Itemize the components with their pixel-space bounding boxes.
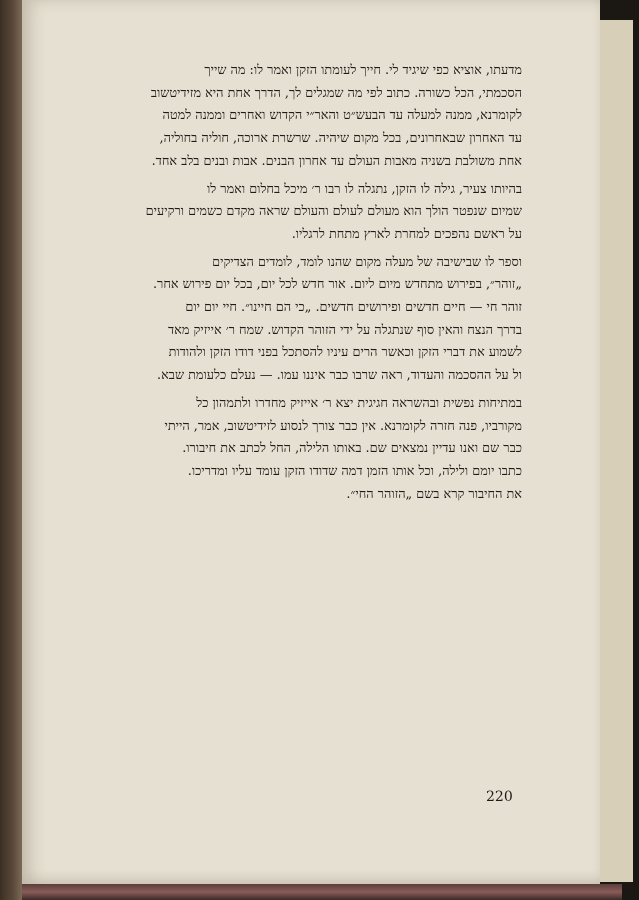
book-cover-edge (22, 884, 622, 900)
body-text (42, 60, 522, 511)
text-line: ול על ההסכמה והעדוד, ראה שרבו כבר איננו עמו. — נעלם כלעומת שבא. (157, 368, 522, 384)
text-line: במתיחות נפשית ובהשראה חגיגית יצא ר׳ אייזיק מחדרו ולתמהון כל (196, 395, 522, 411)
text-line: זוהר חי — חיים חדשים ופירושים חדשים. „כי הם חיינו״. חיי יום יום (185, 300, 522, 316)
text-line: עד האחרון שבאחרונים, בכל מקום שיהיה. שרשרת ארוכה, חוליה בחוליה, (159, 131, 522, 147)
page-number: 220 (486, 789, 513, 805)
text-line: וספר לו שבישיבה של מעלה מקום שהנו לומד, לומדים הצדיקים (212, 254, 522, 270)
text-line: על ראשם נהפכים למחרת לארץ מתחת לרגליו. (291, 226, 522, 242)
paragraph-3 (42, 252, 522, 388)
text-line: את החיבור קרא בשם „הזוהר החי״. (346, 486, 522, 502)
text-line: מקורביו, פנה חזרה לקומרנא. אין כבר צורך לנסוע לזידיטשוב, אמר, הייתי (164, 418, 522, 434)
text-line: שמיום שנפטר הולך הוא מעולם לעולם והעולם שראה מקדם כשמים ורקיעים (145, 204, 522, 220)
text-line: כבר שם ואנו עדיין נמצאים שם. באותו הלילה, החל לכתב את חיבורו. (182, 441, 522, 457)
text-line: לשמוע את דברי הזקן וכאשר הרים עיניו להסתכל בפני דודו הזקן ולהודות (168, 345, 522, 361)
book-spine (0, 0, 22, 900)
text-line: בהיותו צעיר, גילה לו הזקן, נתגלה לו רבו ר׳ מיכל בחלום ואמר לו (206, 181, 522, 197)
text-line: הסכמתי, הכל כשורה. כתוב לפי מה שמגלים לך, הדרך אחת היא מזידיטשוב (150, 85, 522, 101)
paragraph-4 (42, 393, 522, 507)
paragraph-1 (42, 60, 522, 174)
text-line: לקומרנא, ממנה למעלה עד הבעש״ט והאר״י הקדוש ואחרים וממנה למטה (162, 108, 522, 124)
text-line: „זוהר״, בפירוש מתחדש מיום ליום. אור חדש לכל יום, בכל יום פירוש אחר. (152, 277, 522, 293)
paragraph-2 (42, 179, 522, 247)
text-line: בדרך הנצח והאין סוף שנתגלה על ידי הזוהר הקדוש. שמח ר׳ אייזיק מאד (168, 322, 522, 338)
text-line: אחת משולבת בשניה מאבות העולם עד אחרון הבנים. אבות ובנים בלב אחד. (151, 153, 522, 169)
text-line: כתבו יומם ולילה, וכל אותו הזמן דמה שדודו הזקן עומד עליו ומדריכו. (187, 463, 522, 479)
text-line: מדעתו, אוציא כפי שיגיד לי. חייך לעומתו הזקן ואמר לו: מה שייך (204, 63, 522, 78)
